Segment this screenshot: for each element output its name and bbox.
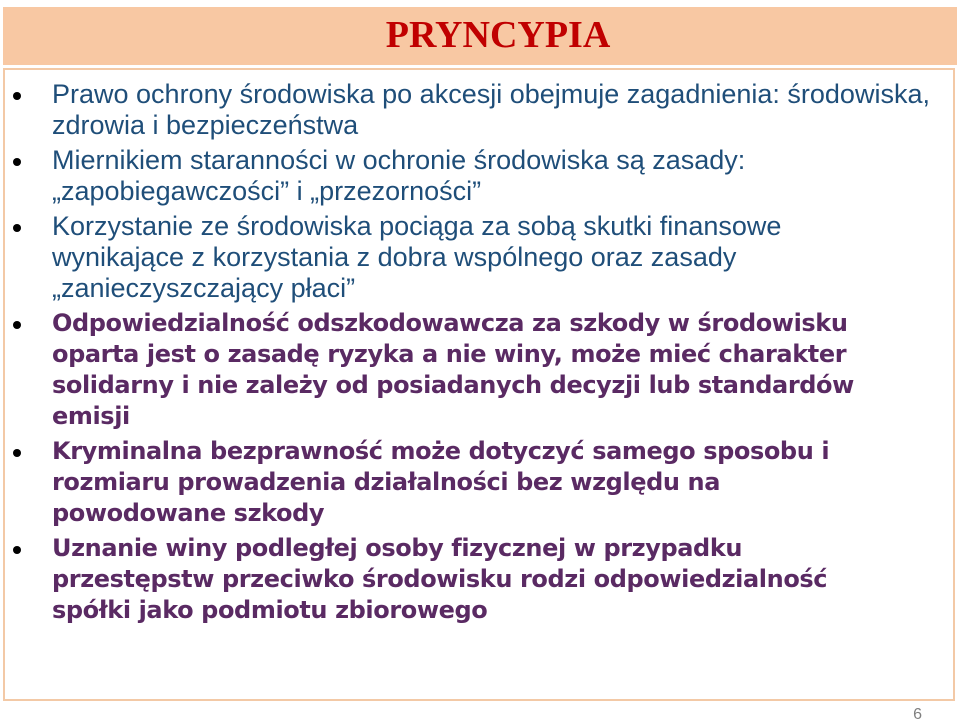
slide-title: PRYNCYPIA [385, 14, 611, 56]
bullet-dot-icon [13, 158, 21, 166]
bullet-item [0, 533, 960, 626]
bullet-item [0, 436, 960, 529]
bullet-text: Korzystanie ze środowiska pociąga za sobą skutki finansowe wynikające z korzystania z dobra wspólnego oraz zasady „zanieczyszczający płaci” [52, 211, 782, 303]
page-number: 6 [913, 706, 922, 723]
bullet-dot-icon [13, 449, 21, 457]
bullet-text: Odpowiedzialność odszkodowawcza za szkody w środowisku oparta jest o zasadę ryzyka a nie winy, może mieć charakter solidarny i nie zależy od posiadanych decyzji lub standardów emisji [52, 309, 854, 430]
bullet-list [0, 79, 960, 630]
title-bar [3, 7, 957, 65]
bullet-text: Prawo ochrony środowiska po akcesji obejmuje zagadnienia: środowiska, zdrowia i bezpieczeństwa [52, 79, 930, 140]
bullet-text: Kryminalna bezprawność może dotyczyć samego sposobu i rozmiaru prowadzenia działalności bez względu na powodowane szkody [52, 437, 830, 527]
bullet-item [0, 211, 960, 304]
bullet-item [0, 79, 960, 141]
bullet-text: Miernikiem staranności w ochronie środowiska są zasady: „zapobiegawczości” i „przezorności” [52, 145, 746, 206]
bullet-dot-icon [13, 321, 21, 329]
bullet-dot-icon [13, 224, 21, 232]
bullet-item [0, 145, 960, 207]
bullet-text: Uznanie winy podległej osoby fizycznej w przypadku przestępstw przeciwko środowisku rodzi odpowiedzialność spółki jako podmiotu zbiorowego [52, 534, 828, 624]
bullet-item [0, 308, 960, 432]
bullet-dot-icon [13, 546, 21, 554]
bullet-dot-icon [13, 92, 21, 100]
